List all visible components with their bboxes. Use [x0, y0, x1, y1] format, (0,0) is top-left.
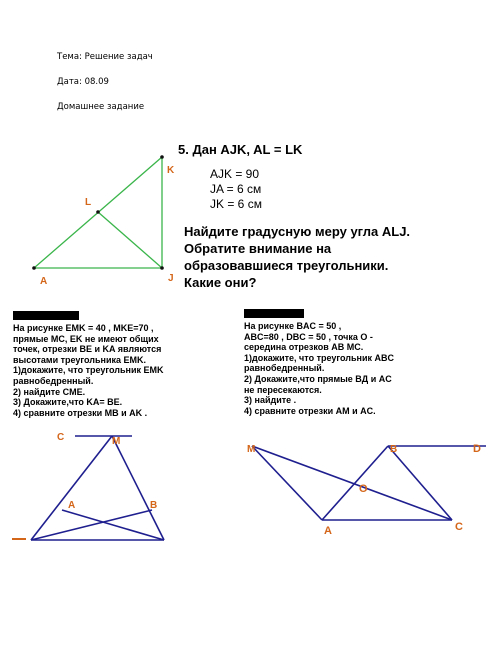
- segment-ab: [322, 446, 388, 520]
- variant2-line: середина отрезков AB MC.: [244, 342, 364, 353]
- variant2-line: ABC=80 , DBC = 50 , точка O -: [244, 331, 373, 342]
- point-k: [160, 155, 164, 159]
- variant2-line: 4) сравните отрезки AM и AC.: [244, 405, 376, 416]
- v2-label-c: C: [455, 521, 463, 533]
- segment-me: [31, 436, 112, 540]
- variant2-line: 2) Докажите,что прямые BД и AC: [244, 373, 392, 384]
- variant2-line: равнобедренный.: [244, 363, 325, 374]
- v2-label-o: O: [359, 483, 368, 495]
- segment-mk: [112, 436, 164, 540]
- problem5-title: 5. Дан AJK, AL = LK: [178, 142, 303, 157]
- point-l: [96, 210, 100, 214]
- question-line: Какие они?: [184, 275, 257, 290]
- date-line: Дата: 08.09: [57, 77, 109, 87]
- question-line: Обратите внимание на: [184, 241, 332, 256]
- question-line: Найдите градусную меру угла ALJ.: [184, 224, 411, 239]
- segment-lj: [98, 212, 162, 268]
- v1-label-e-mark: [12, 538, 26, 540]
- given-jk: JK = 6 см: [210, 197, 262, 211]
- variant1-text: [13, 323, 238, 418]
- segment-eb: [31, 510, 152, 540]
- variant2-line: На рисунке BAC = 50 ,: [244, 321, 342, 331]
- segment-ma: [252, 446, 322, 520]
- given-ja: JA = 6 см: [210, 182, 262, 196]
- variant1-line: равнобедренный.: [13, 375, 94, 386]
- variant1-line: 3) Докажите,что KA= BE.: [13, 397, 123, 408]
- homework-line: Домашнее задание: [57, 102, 145, 112]
- problem5-question: [184, 223, 410, 291]
- question-line: образовавшиеся треугольники.: [184, 258, 389, 273]
- problem5-given: [210, 167, 262, 212]
- variant1-line: высотами треугольника EMK.: [13, 354, 147, 365]
- variant2-line: не пересекаются.: [244, 384, 322, 395]
- label-k: K: [167, 165, 175, 176]
- label-l: L: [85, 197, 92, 208]
- variant1-line: 4) сравните отрезки MB и AK .: [13, 407, 148, 418]
- topic-line: Тема: Решение задач: [57, 52, 153, 62]
- variant1-line: 2) найдите CME.: [13, 386, 86, 397]
- label-j: J: [168, 273, 174, 284]
- label-a: A: [40, 276, 48, 287]
- segment-mc: [252, 446, 452, 520]
- variant2-line: 3) найдите .: [244, 395, 297, 406]
- figure-variant2: [252, 446, 486, 520]
- variant1-line: На рисунке EMK = 40 , MKE=70 ,: [13, 323, 154, 333]
- v2-label-b: B: [390, 444, 398, 455]
- variant2-header-bar: [244, 309, 304, 318]
- given-angle: AJK = 90: [210, 167, 260, 181]
- v1-label-b: B: [150, 500, 158, 511]
- variant1-line: 1)докажите, что треугольник EMK: [13, 365, 164, 376]
- variant1-line: точек, отрезки BE и KA являются: [13, 344, 162, 355]
- v1-label-m: M: [112, 436, 121, 447]
- v1-label-a: A: [68, 500, 76, 511]
- segment-ka: [62, 510, 164, 540]
- v1-label-c: C: [57, 432, 65, 443]
- figure-variant1: [31, 436, 164, 540]
- v2-label-a: A: [324, 525, 332, 537]
- variant2-line: 1)докажите, что треугольник ABC: [244, 352, 394, 363]
- v2-label-d: D: [473, 443, 481, 455]
- v2-label-m: M: [247, 444, 256, 455]
- variant2-text: [244, 321, 484, 416]
- variant1-line: прямые MC, EK не имеют общих: [13, 333, 159, 344]
- point-j: [160, 266, 164, 270]
- point-a: [32, 266, 36, 270]
- variant1-header-bar: [13, 311, 79, 320]
